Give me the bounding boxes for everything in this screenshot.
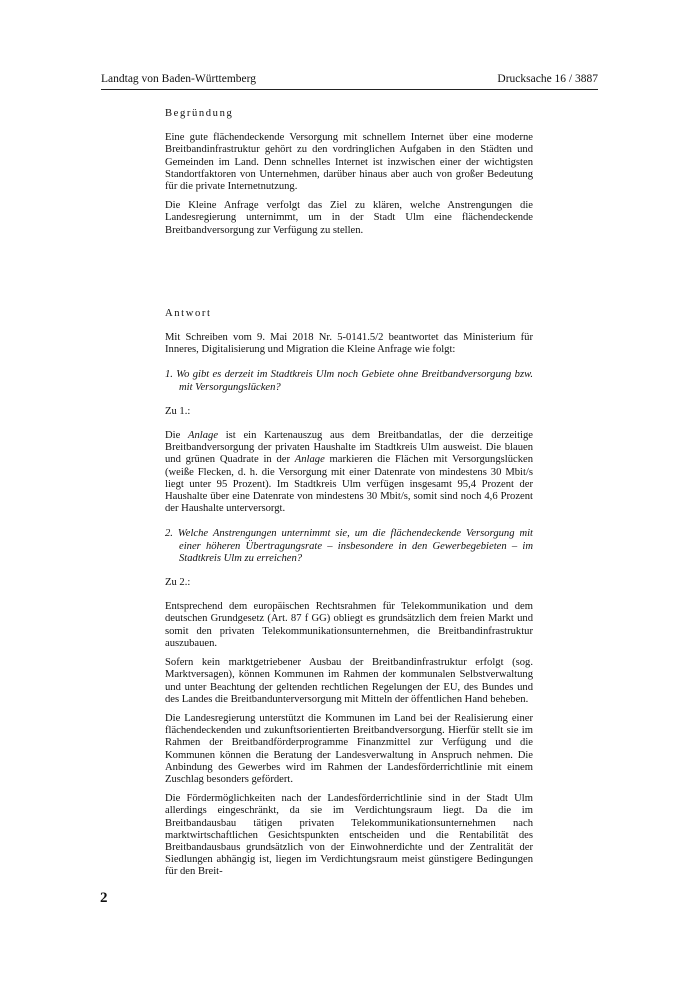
answer-1-label: Zu 1.: (165, 405, 191, 417)
begruendung-paragraph-1: Eine gute flächendeckende Versorgung mit schnellem Internet über eine moderne Breitbandinfrastruktur gehört zu den vordringlichen Aufgaben in den Städten und Gemeinden im Land. Denn schnelles Internet ist inzwischen einer der wichtigsten Standortfaktoren von Unternehmen, darüber hinaus aber auch von großer Bedeutung für die private Internetnutzung. (165, 132, 533, 193)
answer-2-paragraph-2: Sofern kein marktgetriebener Ausbau der Breitbandinfrastruktur erfolgt (sog. Marktversagen), können Kommunen im Rahmen der kommunalen Selbstverwaltung und unter Beachtung der geltenden rechtlichen Regelungen der EU, des Bundes und des Landes die Breitbandunterversorgung mit Mitteln der öffentlichen Hand beheben. (165, 657, 533, 705)
answer-2-paragraph-1: Entsprechend dem europäischen Rechtsrahmen für Telekommunikation und dem deutschen Grundgesetz (Art. 87 f GG) obliegt es grundsätzlich dem freien Markt und somit den privaten Telekommunikationsunternehmen, die Breitbandinfrastruktur auszubauen. (165, 601, 533, 649)
header-document-number: Drucksache 16 / 3887 (497, 73, 598, 85)
section-title-antwort: Antwort (165, 307, 212, 319)
anlage-reference: Anlage (188, 430, 219, 442)
document-body (165, 108, 533, 886)
section-title-begruendung: Begründung (165, 108, 234, 119)
header-publisher: Landtag von Baden-Württemberg (101, 73, 256, 85)
question-1: 1. Wo gibt es derzeit im Stadtkreis Ulm noch Gebiete ohne Breitbandversorgung bzw. mit Versorgungslücken? (165, 369, 533, 393)
antwort-intro: Mit Schreiben vom 9. Mai 2018 Nr. 5-0141.5/2 beantwortet das Ministerium für Inneres, Digitalisierung und Migration die Kleine Anfrage wie folgt: (165, 332, 533, 356)
answer-2-paragraph-4: Die Fördermöglichkeiten nach der Landesförderrichtlinie sind in der Stadt Ulm allerdings eingeschränkt, da sie im Verdichtungsraum liegt. Da die im Breitbandausbau tätigen privaten Telekommunikationsunternehmen nach marktwirtschaftlichen Gesichtspunkten entscheiden und die Rentabilität des Breitbandausbaus grundsätzlich von der Einwohnerdichte und der Zentralität der Siedlungen abhängig ist, liegen im Verdichtungsraum meist günstigere Bedingungen für den Breit- (165, 793, 533, 878)
section-gap (165, 244, 533, 308)
question-2: 2. Welche Anstrengungen unternimmt sie, um die flächendeckende Versorgung mit einer höheren Übertragungsrate – insbesondere in den Gewerbegebieten – im Stadtkreis Ulm zu erreichen? (165, 528, 533, 564)
begruendung-paragraph-2: Die Kleine Anfrage verfolgt das Ziel zu klären, welche Anstrengungen die Landesregierung unternimmt, um in der Stadt Ulm eine flächendeckende Breitbandversorgung zur Verfügung zu stellen. (165, 200, 533, 236)
anlage-reference: Anlage (294, 454, 325, 466)
page-header (101, 69, 598, 90)
page-number: 2 (100, 890, 108, 906)
answer-2-label: Zu 2.: (165, 577, 191, 589)
answer-2-paragraph-3: Die Landesregierung unterstützt die Kommunen im Land bei der Realisierung einer flächendeckenden und zukunftsorientierten Breitbandversorgung. Hierfür stellt sie im Rahmen der Breitbandförderprogramme Finanzmittel zur Verfügung und die Kommunen können die Beratung der Landesverwaltung in Anspruch nehmen. Die Anbindung des Gewerbes wird im Rahmen der Landesförderrichtlinie mit einem Zuschlag besonders gefördert. (165, 712, 533, 785)
answer-1-paragraph: Die Anlage ist ein Kartenauszug aus dem Breitbandatlas, der die derzeitige Breitbandversorgung der privaten Haushalte im Stadtkreis Ulm ausweist. Die blauen und grünen Quadrate in der Anlage markieren die Flächen mit Versorgungslücken (weiße Flecken, d. h. die Versorgung mit einer Datenrate von mindestens 30 Mbit/s liegt unter 95 Prozent). Im Stadtkreis Ulm verfügen insgesamt 95,4 Prozent der Haushalte über eine Datenrate von mindestens 30 Mbit/s, somit sind noch 4,6 Prozent der Haushalte unterversorgt. (165, 430, 534, 515)
